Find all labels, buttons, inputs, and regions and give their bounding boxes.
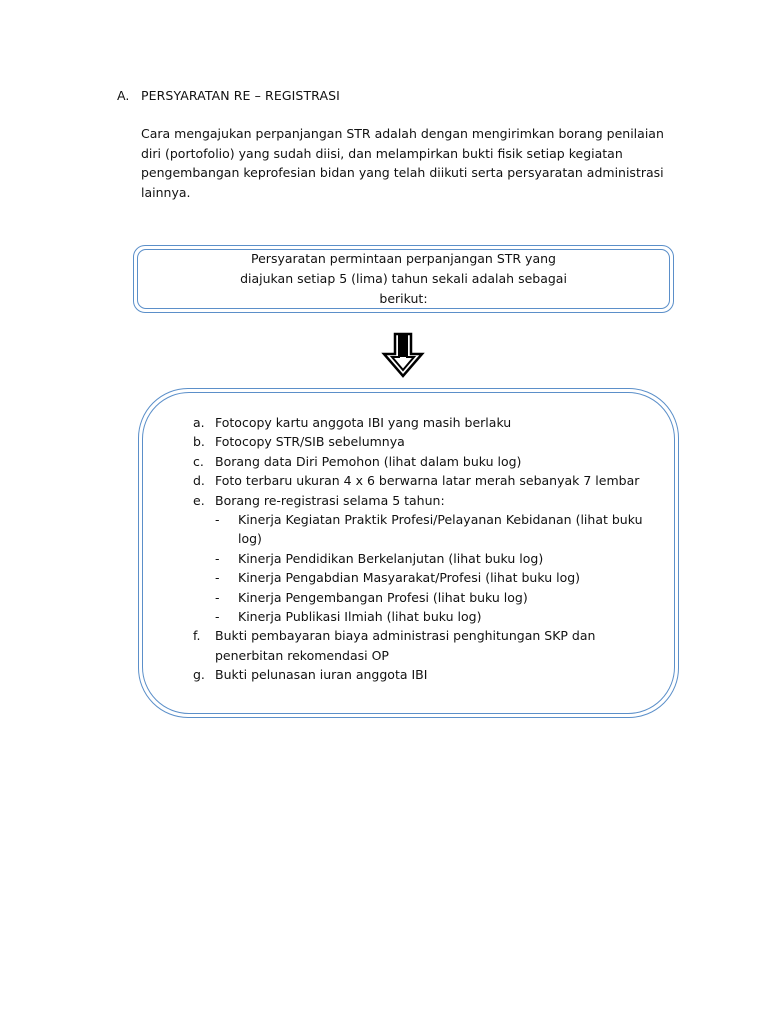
list-item-label: g.: [193, 667, 205, 683]
sub-list-text: Kinerja Pengabdian Masyarakat/Profesi (lihat buku log): [238, 570, 581, 586]
sub-list-dash: -: [215, 609, 220, 625]
requirements-intro-box-inner: [137, 249, 670, 309]
sub-list-dash: -: [215, 512, 220, 528]
section-heading: [117, 88, 340, 103]
list-item-text: Foto terbaru ukuran 4 x 6 berwarna latar merah sebanyak 7 lembar: [215, 473, 640, 489]
list-item: [193, 452, 663, 471]
sub-list-text: Kinerja Publikasi Ilmiah (lihat buku log): [238, 609, 482, 625]
list-item-label: f.: [193, 628, 201, 644]
sub-list-text: Kinerja Kegiatan Praktik Profesi/Pelayanan Kebidanan (lihat buku log): [238, 512, 643, 547]
list-item-text: Borang re-registrasi selama 5 tahun:: [215, 492, 445, 508]
section-title: PERSYARATAN RE – REGISTRASI: [141, 88, 340, 103]
sub-list-item: [193, 607, 663, 626]
list-item-label: c.: [193, 453, 204, 469]
list-item-label: d.: [193, 473, 205, 489]
requirements-list: [193, 413, 663, 685]
sub-list-item: [193, 588, 663, 607]
list-item: [193, 471, 663, 490]
list-item-text: Bukti pembayaran biaya administrasi penghitungan SKP dan penerbitan rekomendasi OP: [215, 628, 596, 663]
list-item: [193, 665, 663, 684]
sub-list-item: [193, 549, 663, 568]
intro-paragraph: Cara mengajukan perpanjangan STR adalah dengan mengirimkan borang penilaian diri (portofolio) yang sudah diisi, dan melampirkan bukti fisik setiap kegiatan pengembangan keprofesian bidan yang telah diikuti serta persyaratan administrasi lainnya.: [141, 126, 664, 200]
list-item: [193, 432, 663, 451]
sub-list-item: [193, 510, 663, 549]
sub-list-item: [193, 568, 663, 587]
list-item: [193, 491, 663, 510]
list-item-label: e.: [193, 492, 205, 508]
list-item-text: Bukti pelunasan iuran anggota IBI: [215, 667, 428, 683]
sub-list-text: Kinerja Pendidikan Berkelanjutan (lihat buku log): [238, 550, 544, 566]
sub-list-text: Kinerja Pengembangan Profesi (lihat buku log): [238, 589, 528, 605]
sub-list-dash: -: [215, 589, 220, 605]
section-marker: A.: [117, 88, 130, 103]
double-down-arrow-icon: [378, 330, 428, 380]
list-item-text: Borang data Diri Pemohon (lihat dalam buku log): [215, 453, 522, 469]
sub-list-dash: -: [215, 570, 220, 586]
list-item-text: Fotocopy kartu anggota IBI yang masih berlaku: [215, 415, 512, 430]
list-item: [193, 626, 663, 665]
list-item-label: a.: [193, 415, 205, 430]
list-item-text: Fotocopy STR/SIB sebelumnya: [215, 434, 405, 450]
requirements-intro-box: [133, 245, 674, 313]
list-item-label: b.: [193, 434, 205, 450]
list-item: [193, 413, 663, 432]
sub-list-dash: -: [215, 550, 220, 566]
requirements-intro-text: Persyaratan permintaan perpanjangan STR yang diajukan setiap 5 (lima) tahun sekali adalah sebagai berikut:: [240, 251, 567, 306]
